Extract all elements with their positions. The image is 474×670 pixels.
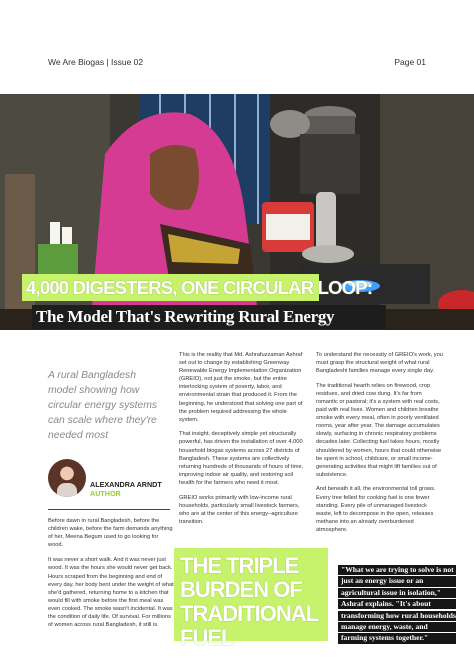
section-heading-box [174,548,328,650]
left-body-paragraph: Before dawn in rural Bangladesh, before the children wake, before the farm demands anything of her, Meena Begum used to go looking for wood. [48,518,173,549]
right-body-paragraph: To understand the necessity of GREIO's work, you must grasp the structural weight of what rural Bangladeshi families manage every single day. [316,352,443,375]
middle-body-paragraph: GREIO works primarily with low-income rural households, particularly small livestock farmers, who are at the center of this energy–agriculture transition. [179,494,300,525]
author-name: ALEXANDRA ARNDT [90,480,162,489]
pull-quote-line: just an energy issue or an [338,576,456,586]
author-divider [48,509,170,510]
right-body-paragraph: The traditional hearth relies on firewood, crop residues, and dried cow dung. It's far from romantic or pastoral; it's a system with real costs, paid with real lives. Women and children breathe smoke with every meal, often in poorly ventilated rooms, year after year. The damage accumulates slowly, surfacing in chronic respiratory problems decades later. Collecting fuel takes hours, mostly shouldered by women, hours that could otherwise be spent in school, childcare, or small income-generating activities that might lift families out of subsistence. [316,382,442,478]
middle-body-paragraph: That insight, deceptively simple yet structurally powerful, has driven the installation of over 4,000 household biogas systems across 27 districts of Bangladesh. These systems are collectively returning hundreds of thousands of hours of time, improving indoor air quality, and restoring soil health for the farmers who need it most. [179,431,304,486]
headline-line2: The Model That's Rewriting Rural Energy [36,307,335,326]
headline-line1-box [22,274,373,301]
headline-line1: 4,000 DIGESTERS, ONE CIRCULAR LOOP: [26,277,373,298]
pull-quote-line: manage energy, waste, and [338,622,456,632]
headline-line2-box [32,305,386,329]
pull-quote-line: agricultural issue in isolation," [338,588,456,598]
author-role: AUTHOR [90,489,121,498]
left-body-paragraph: It was never a short walk. And it was never just wood. It was the hours she would never get back. Hours scraped from the beginning and end of every day, her body bent under the weight of what she'd gathered, returning home to a kitchen that would fill with smoke before the first meal was even cooked. The smoke wasn't incidental. It was the condition of daily life. Of survival. For millions of women across rural Bangladesh, it still is. [48,557,174,629]
publication-name: We Are Biogas | Issue 02 [48,57,144,67]
right-body-paragraph: And beneath it all, the environmental toll grows. Every tree felled for cooking fuel is one fewer standing. Every pile of unmanaged livestock waste, left to decompose in the open, releases methane into an already overburdened atmosphere. [316,486,436,533]
pull-quote-line: "What we are trying to solve is not [338,565,456,575]
pull-quote-line: farming systems together." [338,633,456,643]
middle-body [179,351,307,532]
right-body [316,351,444,540]
pull-quote-line: Ashraf explains. "It's about [338,599,456,609]
page-number: Page 01 [394,57,426,67]
pull-quote [338,565,456,645]
author-avatar [48,459,86,497]
intro-standfirst: A rural Bangladesh model showing how circular energy systems can scale where they're needed most [48,370,158,442]
page-header [48,57,426,71]
left-body [48,517,174,636]
section-heading: THE TRIPLE BURDEN OF TRADITIONAL FUEL [180,553,318,650]
middle-body-paragraph: This is the reality that Md. Ashrafuzzaman Ashraf set out to change by establishing Greenway Renewable Energy Implementation Organization (GREIO), not just the smoke, but the entire interlocking system of poverty, labor, and environmental strain that produced it. From the beginning, he understood that solving one part of the problem required addressing the whole system. [179,352,303,423]
pull-quote-line: transforming how rural households [338,611,456,621]
